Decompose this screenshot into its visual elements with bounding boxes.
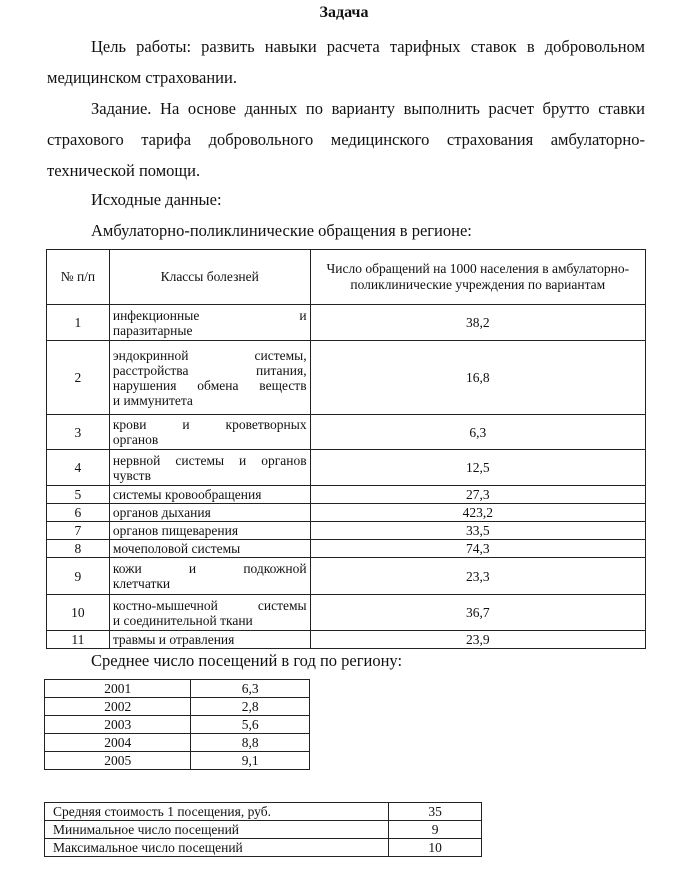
- row-number: 1: [47, 305, 110, 341]
- cost-label-cell: Средняя стоимость 1 посещения, руб.: [45, 803, 389, 821]
- cost-label-cell: Максимальное число посещений: [45, 839, 389, 857]
- appeals-table-header: [47, 250, 646, 305]
- cost-table: [44, 802, 482, 857]
- table-row: [45, 734, 310, 752]
- disease-class-line: крови и кроветворных: [112, 417, 307, 432]
- table-row: [47, 341, 646, 415]
- cost-value-cell: 9: [389, 821, 482, 839]
- appeals-value: 27,3: [310, 486, 645, 504]
- disease-class: [109, 504, 310, 522]
- table-row: [45, 716, 310, 734]
- cost-label-cell: Минимальное число посещений: [45, 821, 389, 839]
- appeals-table: [46, 249, 646, 649]
- goal-text: Цель работы: развить навыки расчета тарифных ставок в добровольном медицинском страховании.: [47, 37, 645, 87]
- disease-class-line: системы кровообращения: [112, 487, 262, 502]
- year-cell: 2001: [45, 680, 191, 698]
- table-row: [47, 595, 646, 631]
- disease-class-line: паразитарные: [112, 322, 193, 338]
- row-number: 6: [47, 504, 110, 522]
- table-row: [47, 540, 646, 558]
- visits-value-cell: 6,3: [191, 680, 310, 698]
- disease-class: [109, 486, 310, 504]
- header-value: [310, 250, 645, 305]
- disease-class-line: нервной системы и органов: [112, 452, 307, 468]
- disease-class-line: эндокринной системы,: [112, 347, 307, 363]
- header-num: № п/п: [47, 250, 110, 305]
- cost-value-cell: 35: [389, 803, 482, 821]
- disease-class-line: органов пищеварения: [112, 523, 239, 538]
- table-row: [47, 305, 646, 341]
- year-cell: 2003: [45, 716, 191, 734]
- header-value-text: Число обращений на 1000 населения в амбулаторно-поликлинические учреждения по вариантам: [326, 261, 630, 292]
- row-number: 7: [47, 522, 110, 540]
- row-number: 3: [47, 415, 110, 450]
- appeals-value: 423,2: [310, 504, 645, 522]
- appeals-caption: Амбулаторно-поликлинические обращения в регионе:: [91, 221, 472, 240]
- row-number: 8: [47, 540, 110, 558]
- disease-class-line: мочеполовой системы: [112, 541, 241, 556]
- disease-class-line: травмы и отравления: [112, 632, 235, 647]
- appeals-value: 6,3: [310, 415, 645, 450]
- goal-paragraph: [47, 31, 645, 93]
- table-row: [45, 839, 482, 857]
- row-number: 4: [47, 450, 110, 486]
- task-paragraph: [47, 93, 645, 186]
- table-row: [45, 821, 482, 839]
- disease-class-line: нарушения обмена веществ: [112, 377, 307, 393]
- disease-class-line: расстройства питания,: [112, 362, 307, 378]
- table-row: [47, 631, 646, 649]
- table-row: [47, 522, 646, 540]
- disease-class: [109, 415, 310, 450]
- table-row: [45, 803, 482, 821]
- visits-table: [44, 679, 310, 770]
- table-row: [47, 450, 646, 486]
- disease-class-line: органов дыхания: [112, 505, 211, 520]
- appeals-value: 23,9: [310, 631, 645, 649]
- row-number: 11: [47, 631, 110, 649]
- year-cell: 2005: [45, 752, 191, 770]
- disease-class-line: кожи и подкожной: [112, 561, 307, 576]
- appeals-value: 23,3: [310, 558, 645, 595]
- disease-class-line: и соединительной ткани: [112, 612, 253, 628]
- table-row: [47, 486, 646, 504]
- table-row: [45, 680, 310, 698]
- disease-class-line: костно-мышечной системы: [112, 597, 307, 613]
- appeals-value: 38,2: [310, 305, 645, 341]
- disease-class: [109, 341, 310, 415]
- header-class: Классы болезней: [109, 250, 310, 305]
- year-cell: 2004: [45, 734, 191, 752]
- disease-class-line: органов: [112, 432, 159, 447]
- disease-class: [109, 450, 310, 486]
- table-row: [45, 752, 310, 770]
- row-number: 10: [47, 595, 110, 631]
- visits-value-cell: 9,1: [191, 752, 310, 770]
- visits-value-cell: 5,6: [191, 716, 310, 734]
- disease-class: [109, 595, 310, 631]
- disease-class-line: чувств: [112, 467, 151, 483]
- cost-value-cell: 10: [389, 839, 482, 857]
- table-row: [47, 558, 646, 595]
- appeals-value: 36,7: [310, 595, 645, 631]
- visits-caption: Среднее число посещений в год по региону:: [91, 651, 403, 670]
- appeals-value: 16,8: [310, 341, 645, 415]
- disease-class: [109, 540, 310, 558]
- disease-class-line: и иммунитета: [112, 392, 193, 408]
- disease-class: [109, 522, 310, 540]
- page-title: Задача: [319, 4, 369, 21]
- disease-class: [109, 558, 310, 595]
- disease-class: [109, 305, 310, 341]
- year-cell: 2002: [45, 698, 191, 716]
- row-number: 9: [47, 558, 110, 595]
- disease-class-line: клетчатки: [112, 576, 171, 591]
- visits-value-cell: 2,8: [191, 698, 310, 716]
- table-row: [45, 698, 310, 716]
- table-row: [47, 415, 646, 450]
- appeals-value: 74,3: [310, 540, 645, 558]
- source-heading: Исходные данные:: [91, 190, 222, 209]
- row-number: 5: [47, 486, 110, 504]
- task-text: Задание. На основе данных по варианту выполнить расчет брутто ставки страхового тарифа добровольного медицинского страхования амбулаторно-технической помощи.: [47, 99, 645, 180]
- appeals-value: 33,5: [310, 522, 645, 540]
- row-number: 2: [47, 341, 110, 415]
- appeals-value: 12,5: [310, 450, 645, 486]
- table-row: [47, 504, 646, 522]
- visits-value-cell: 8,8: [191, 734, 310, 752]
- disease-class-line: инфекционные и: [112, 307, 307, 323]
- disease-class: [109, 631, 310, 649]
